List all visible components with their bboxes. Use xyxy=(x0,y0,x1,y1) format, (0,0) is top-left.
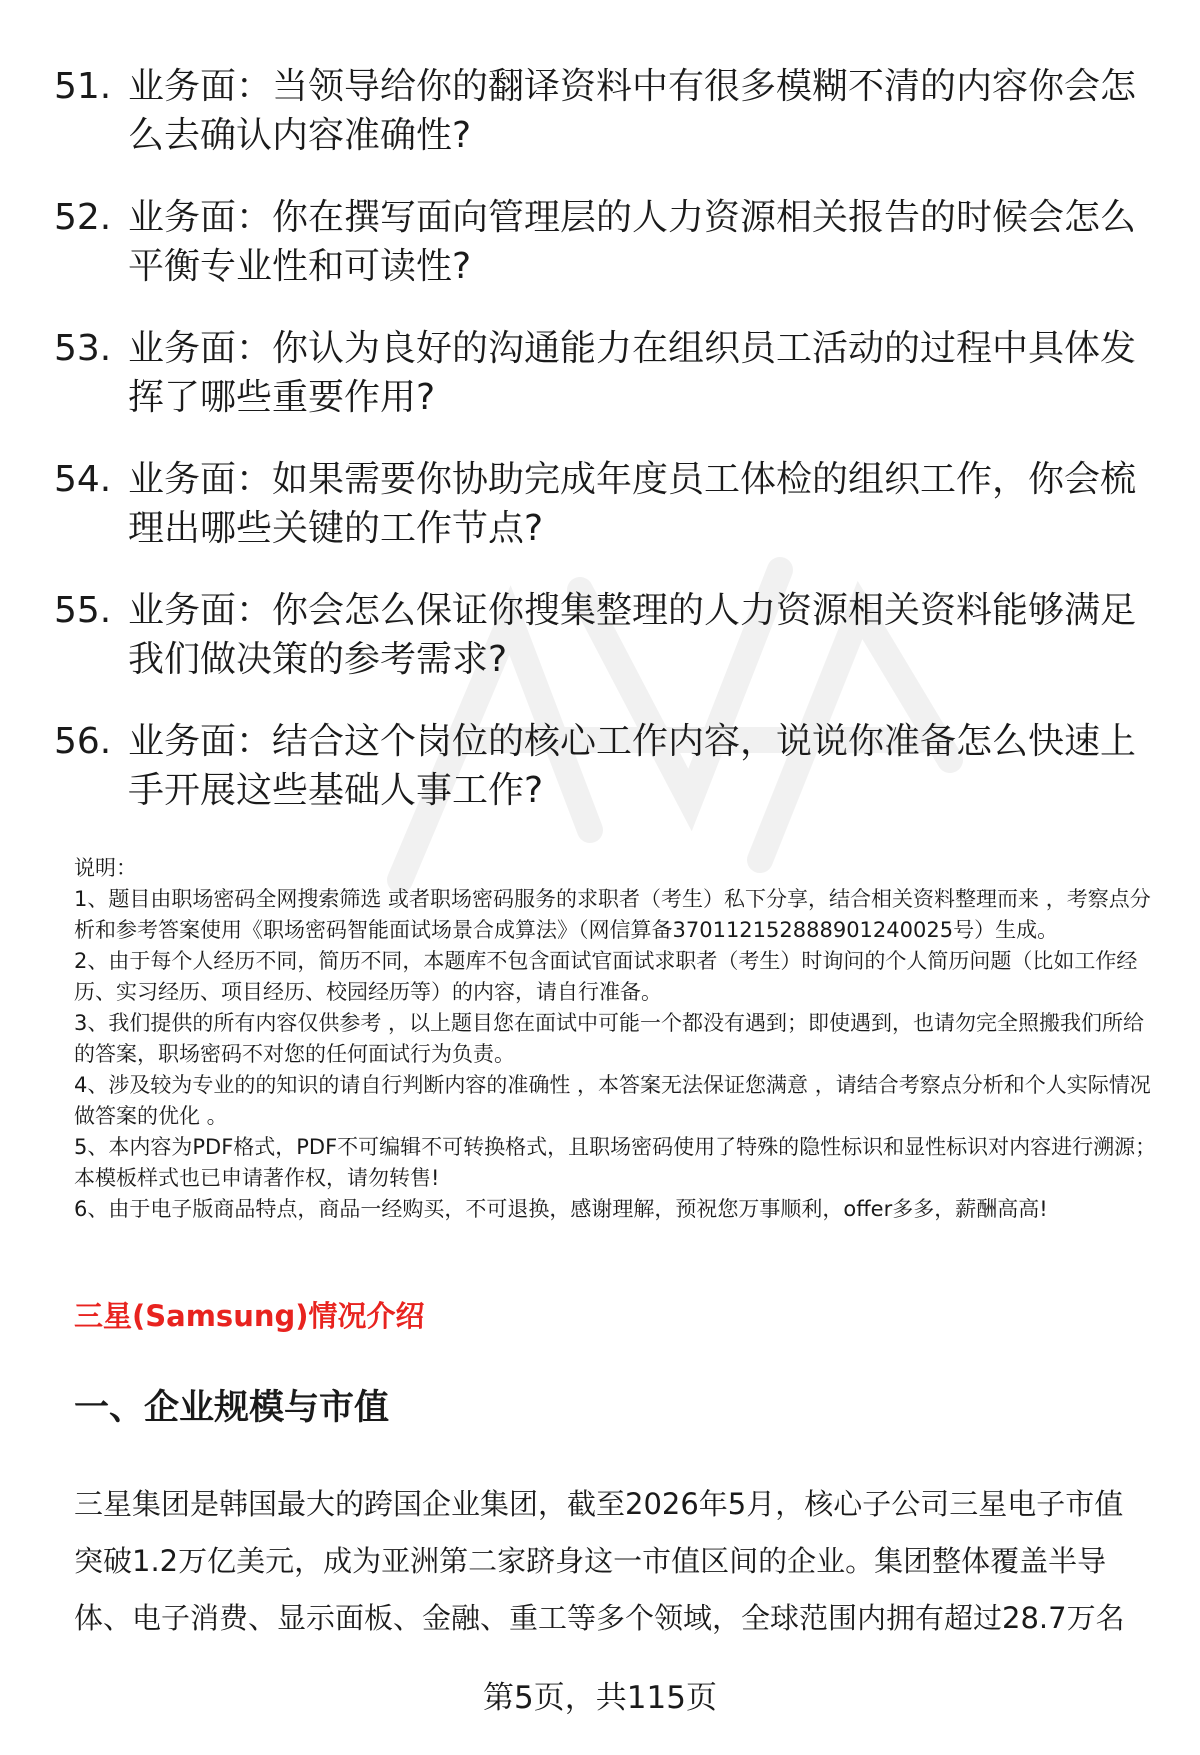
list-item xyxy=(54,455,1154,553)
company-paragraph: 三星集团是韩国最大的跨国企业集团，截至2026年5月，核心子公司三星电子市值突破1.2万亿美元，成为亚洲第二家跻身这一市值区间的企业。集团整体覆盖半导体、电子消费、显示面板、金融、重工等多个领域，全球范围内拥有超过28.7万名 xyxy=(74,1487,1125,1635)
question-list xyxy=(54,62,1154,848)
question-text: 业务面：你会怎么保证你搜集整理的人力资源相关资料能够满足我们做决策的参考需求? xyxy=(128,590,1137,680)
page-number: 第5页，共115页 xyxy=(483,1680,717,1716)
question-text: 业务面：如果需要你协助完成年度员工体检的组织工作，你会梳理出哪些关键的工作节点? xyxy=(128,459,1137,549)
notes-section xyxy=(74,853,1164,1225)
company-intro-title: 三星(Samsung)情况介绍 xyxy=(74,1299,425,1333)
question-text: 业务面：当领导给你的翻译资料中有很多模糊不清的内容你会怎么去确认内容准确性? xyxy=(128,66,1137,156)
notes-heading: 说明： xyxy=(74,856,137,880)
list-item xyxy=(54,586,1154,684)
question-number: 51. xyxy=(54,66,112,107)
note-item: 5、本内容为PDF格式，PDF不可编辑不可转换格式，且职场密码使用了特殊的隐性标识和显性标识对内容进行溯源；本模板样式也已申请著作权，请勿转售! xyxy=(74,1135,1157,1190)
note-item: 6、由于电子版商品特点，商品一经购买，不可退换，感谢理解，预祝您万事顺利，offer多多，薪酬高高! xyxy=(74,1197,1048,1221)
question-text: 业务面：你认为良好的沟通能力在组织员工活动的过程中具体发挥了哪些重要作用? xyxy=(128,328,1137,418)
question-number: 53. xyxy=(54,328,112,369)
note-item: 3、我们提供的所有内容仅供参考 ，以上题目您在面试中可能一个都没有遇到；即使遇到，也请勿完全照搬我们所给的答案，职场密码不对您的任何面试行为负责。 xyxy=(74,1011,1145,1066)
question-number: 52. xyxy=(54,197,112,238)
list-item xyxy=(54,62,1154,160)
section-heading: 一、企业规模与市值 xyxy=(74,1388,390,1428)
question-text: 业务面：结合这个岗位的核心工作内容，说说你准备怎么快速上手开展这些基础人事工作? xyxy=(128,721,1137,811)
list-item xyxy=(54,193,1154,291)
list-item xyxy=(54,324,1154,422)
note-item: 2、由于每个人经历不同，简历不同，本题库不包含面试官面试求职者（考生）时询问的个人简历问题（比如工作经历、实习经历、项目经历、校园经历等）的内容，请自行准备。 xyxy=(74,949,1138,1004)
question-number: 55. xyxy=(54,590,112,631)
note-item: 1、题目由职场密码全网搜索筛选 或者职场密码服务的求职者（考生）私下分享，结合相关资料整理而来 ，考察点分析和参考答案使用《职场密码智能面试场景合成算法》（网信算备370112152888901240025号）生成。 xyxy=(74,887,1151,942)
question-number: 56. xyxy=(54,721,112,762)
question-number: 54. xyxy=(54,459,112,500)
note-item: 4、涉及较为专业的的知识的请自行判断内容的准确性 ，本答案无法保证您满意 ，请结合考察点分析和个人实际情况做答案的优化 。 xyxy=(74,1073,1151,1128)
question-text: 业务面：你在撰写面向管理层的人力资源相关报告的时候会怎么平衡专业性和可读性? xyxy=(128,197,1137,287)
list-item xyxy=(54,717,1154,815)
